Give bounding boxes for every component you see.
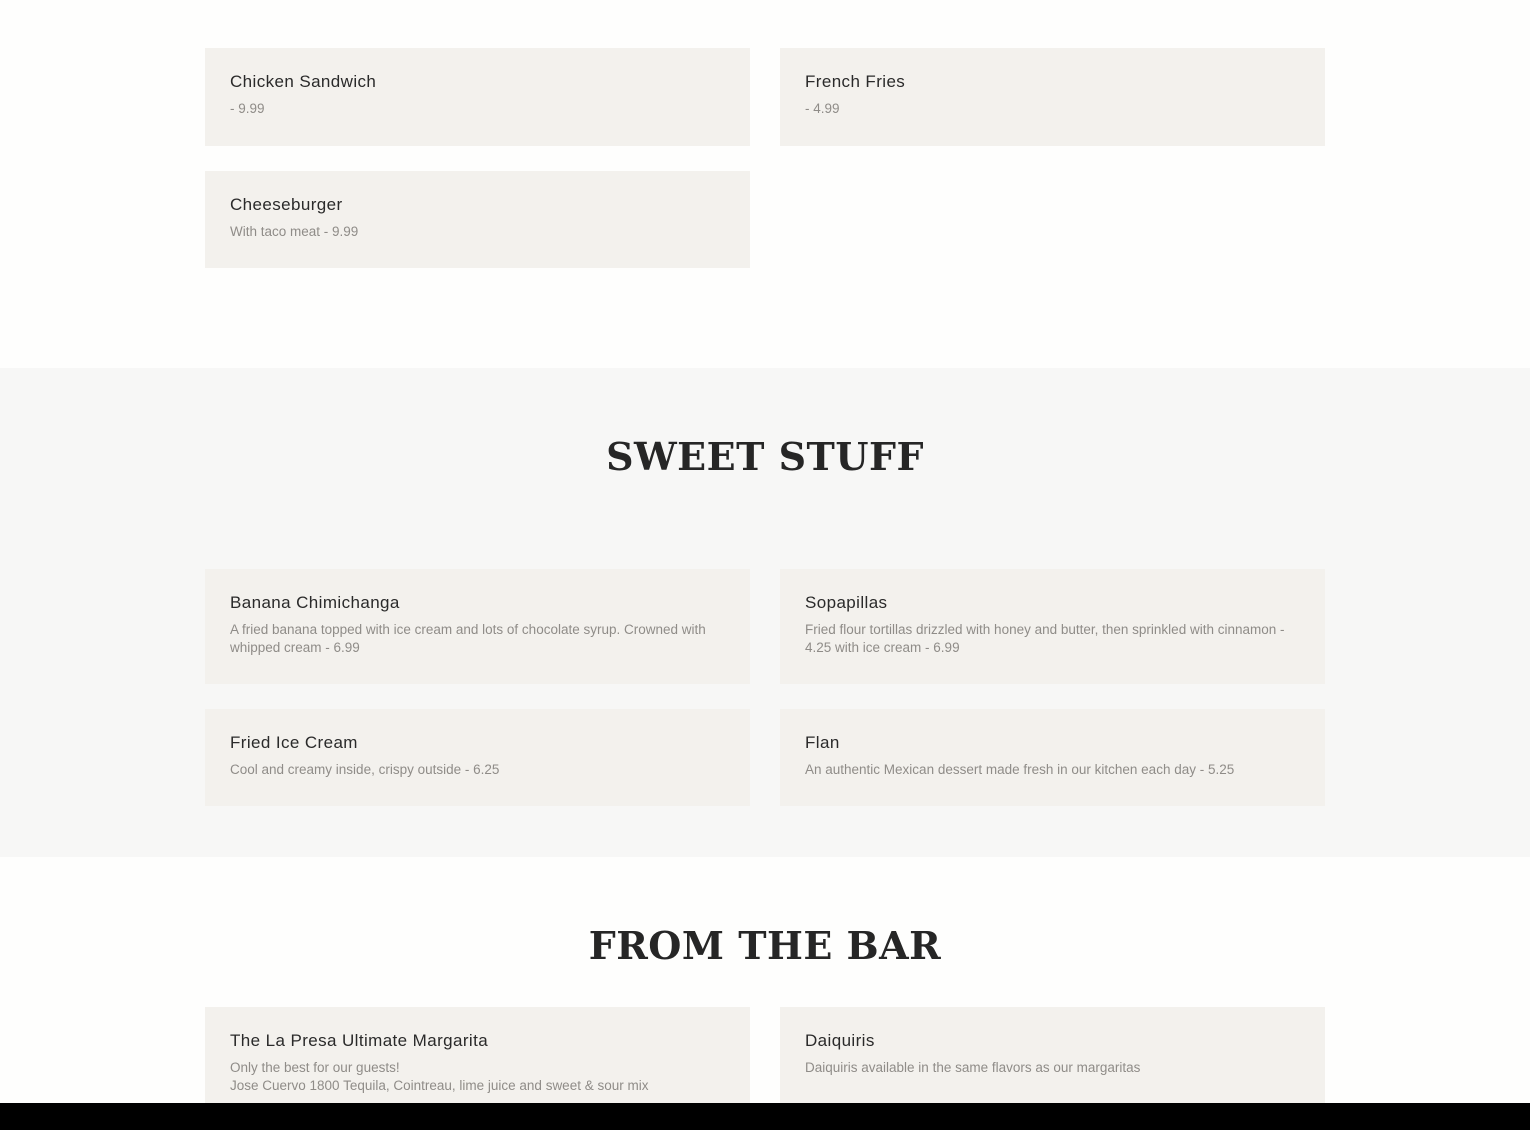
menu-item-description: Daiquiris available in the same flavors as our margaritas [805,1060,1141,1075]
menu-item-description: - 4.99 [805,101,840,116]
menu-item-card [205,709,750,806]
menu-item-name: Banana Chimichanga [230,593,400,612]
menu-item-card [780,569,1325,684]
menu-item-card [205,171,750,268]
description-line: Only the best for our guests! [230,1060,400,1075]
sweet-stuff-section [0,368,1530,857]
menu-item-name: Fried Ice Cream [230,733,358,752]
menu-item-name: Chicken Sandwich [230,72,377,91]
menu-item-name: Sopapillas [805,593,888,612]
menu-item-description: - 9.99 [230,101,265,116]
menu-item-card [205,569,750,684]
description-line: Jose Cuervo 1800 Tequila, Cointreau, lime juice and sweet & sour mix [230,1078,649,1093]
section-title: FROM THE BAR [588,923,942,968]
menu-item-description: Cool and creamy inside, crispy outside - 6.25 [230,762,500,777]
menu-item-name: Cheeseburger [230,195,343,214]
section-title: SWEET STUFF [606,434,924,479]
menu-item-description: An authentic Mexican dessert made fresh in our kitchen each day - 5.25 [805,762,1235,777]
menu-item-name: Daiquiris [805,1031,875,1050]
menu-item-description: With taco meat - 9.99 [230,224,359,239]
from-the-bar-section [0,857,1530,1130]
menu-item-card [780,48,1325,146]
menu-item-name: French Fries [805,72,906,91]
sides-section [0,0,1530,368]
menu-item-description [230,1059,725,1095]
menu-item-card [205,48,750,146]
menu-item-name: The La Presa Ultimate Margarita [230,1031,489,1050]
menu-item-description: A fried banana topped with ice cream and lots of chocolate syrup. Crowned with whipped cream - 6.99 [230,622,706,655]
bottom-bar [0,1103,1530,1130]
menu-item-description: Fried flour tortillas drizzled with honey and butter, then sprinkled with cinnamon - 4.25 with ice cream - 6.99 [805,622,1285,655]
menu-item-name: Flan [805,733,840,752]
menu-item-card [780,709,1325,806]
